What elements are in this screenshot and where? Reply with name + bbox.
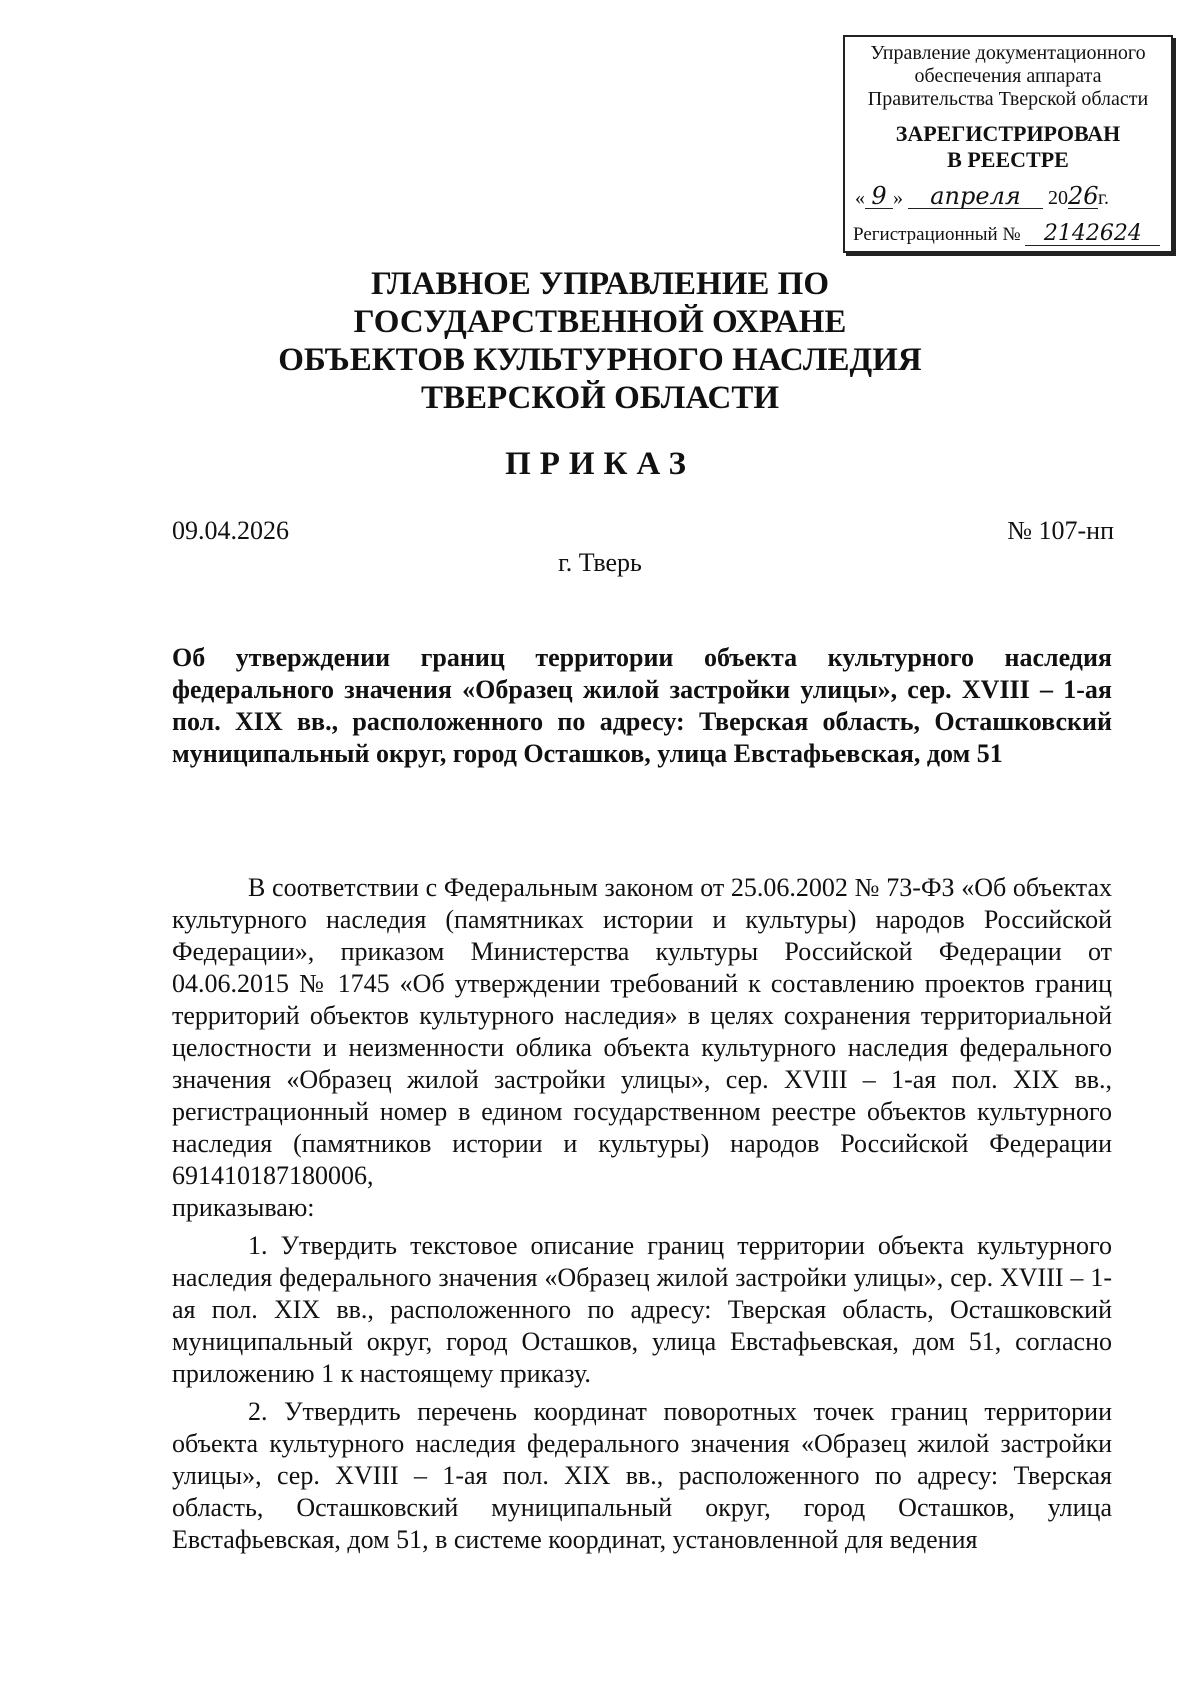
body-item-2: 2. Утвердить перечень координат поворотных точек границ территории объекта культурного наследия федерального значения «Образец жилой застройки улицы», сер. XVIII – 1-ая пол. XIX вв., расположенного по адресу: Тверская область, Осташковский муниципальный округ, город Осташков, улица Евстафьевская, дом 51, в системе координат, установленной для ведения	[172, 1397, 1112, 1554]
body-preamble: В соответствии с Федеральным законом от 25.06.2002 № 73-ФЗ «Об объектах культурного наследия (памятниках истории и культуры) народов Российской Федерации», приказом Министерства культуры Российской Федерации от 04.06.2015 № 1745 «Об утверждении требований к составлению проектов границ территорий объектов культурного наследия» в целях сохранения территориальной целостности и неизменности облика объекта культурного наследия федерального значения «Образец жилой застройки улицы», сер. XVIII – 1-ая пол. XIX вв., регистрационный номер в едином государственном реестре объектов культурного наследия (памятников истории и культуры) народов Российской Федерации 691410187180006,	[172, 873, 1112, 1190]
document-type-title: ПРИКАЗ	[505, 446, 695, 482]
stamp-year-prefix: 20	[1048, 187, 1068, 209]
stamp-org-line: обеспечения аппарата	[914, 65, 1102, 87]
body-order-word: приказываю:	[172, 1193, 315, 1222]
stamp-organization	[845, 42, 1171, 111]
stamp-status-line: ЗАРЕГИСТРИРОВАН	[895, 121, 1121, 146]
document-body	[172, 872, 1112, 1556]
body-item-1: 1. Утвердить текстовое описание границ территории объекта культурного наследия федерального значения «Образец жилой застройки улицы», сер. XVIII – 1-ая пол. XIX вв., расположенного по адресу: Тверская область, Осташковский муниципальный округ, город Осташков, улица Евстафьевская, дом 51, согласно приложению 1 к настоящему приказу.	[172, 1231, 1112, 1388]
stamp-date	[855, 182, 1161, 215]
stamp-status	[845, 121, 1171, 173]
document-date: 09.04.2026	[172, 516, 289, 545]
stamp-year-suffix: 26	[1068, 182, 1099, 210]
issuer-line: ГОСУДАРСТВЕННОЙ ОХРАНЕ	[353, 304, 847, 340]
stamp-reg-number: 2142624	[1025, 222, 1160, 246]
stamp-status-line: В РЕЕСТРЕ	[947, 147, 1069, 172]
stamp-month: апреля	[908, 185, 1043, 209]
stamp-org-line: Управление документационного	[870, 42, 1146, 64]
stamp-org-line: Правительства Тверской области	[867, 88, 1149, 110]
issuer-line: ОБЪЕКТОВ КУЛЬТУРНОГО НАСЛЕДИЯ	[278, 342, 922, 378]
document-subject: Об утверждении границ территории объекта культурного наследия федерального значения «Образец жилой застройки улицы», сер. XVIII – 1-ая пол. XIX вв., расположенного по адресу: Тверская область, Осташковский муниципальный округ, город Осташков, улица Евстафьевская, дом 51	[172, 643, 1112, 768]
stamp-year-unit: г.	[1098, 187, 1109, 209]
stamp-reg-label: Регистрационный №	[853, 224, 1021, 245]
issuer-line: ГЛАВНОЕ УПРАВЛЕНИЕ ПО	[371, 266, 829, 302]
issuer-header	[0, 265, 1200, 417]
document-city: г. Тверь	[558, 548, 642, 577]
stamp-day: 9	[865, 185, 893, 209]
registration-stamp	[843, 35, 1173, 253]
stamp-quote-open: «	[855, 187, 865, 209]
document-number: № 107-нп	[1007, 516, 1114, 545]
stamp-quote-close: »	[893, 187, 903, 209]
issuer-line: ТВЕРСКОЙ ОБЛАСТИ	[420, 380, 780, 416]
stamp-registration-number	[853, 222, 1163, 246]
